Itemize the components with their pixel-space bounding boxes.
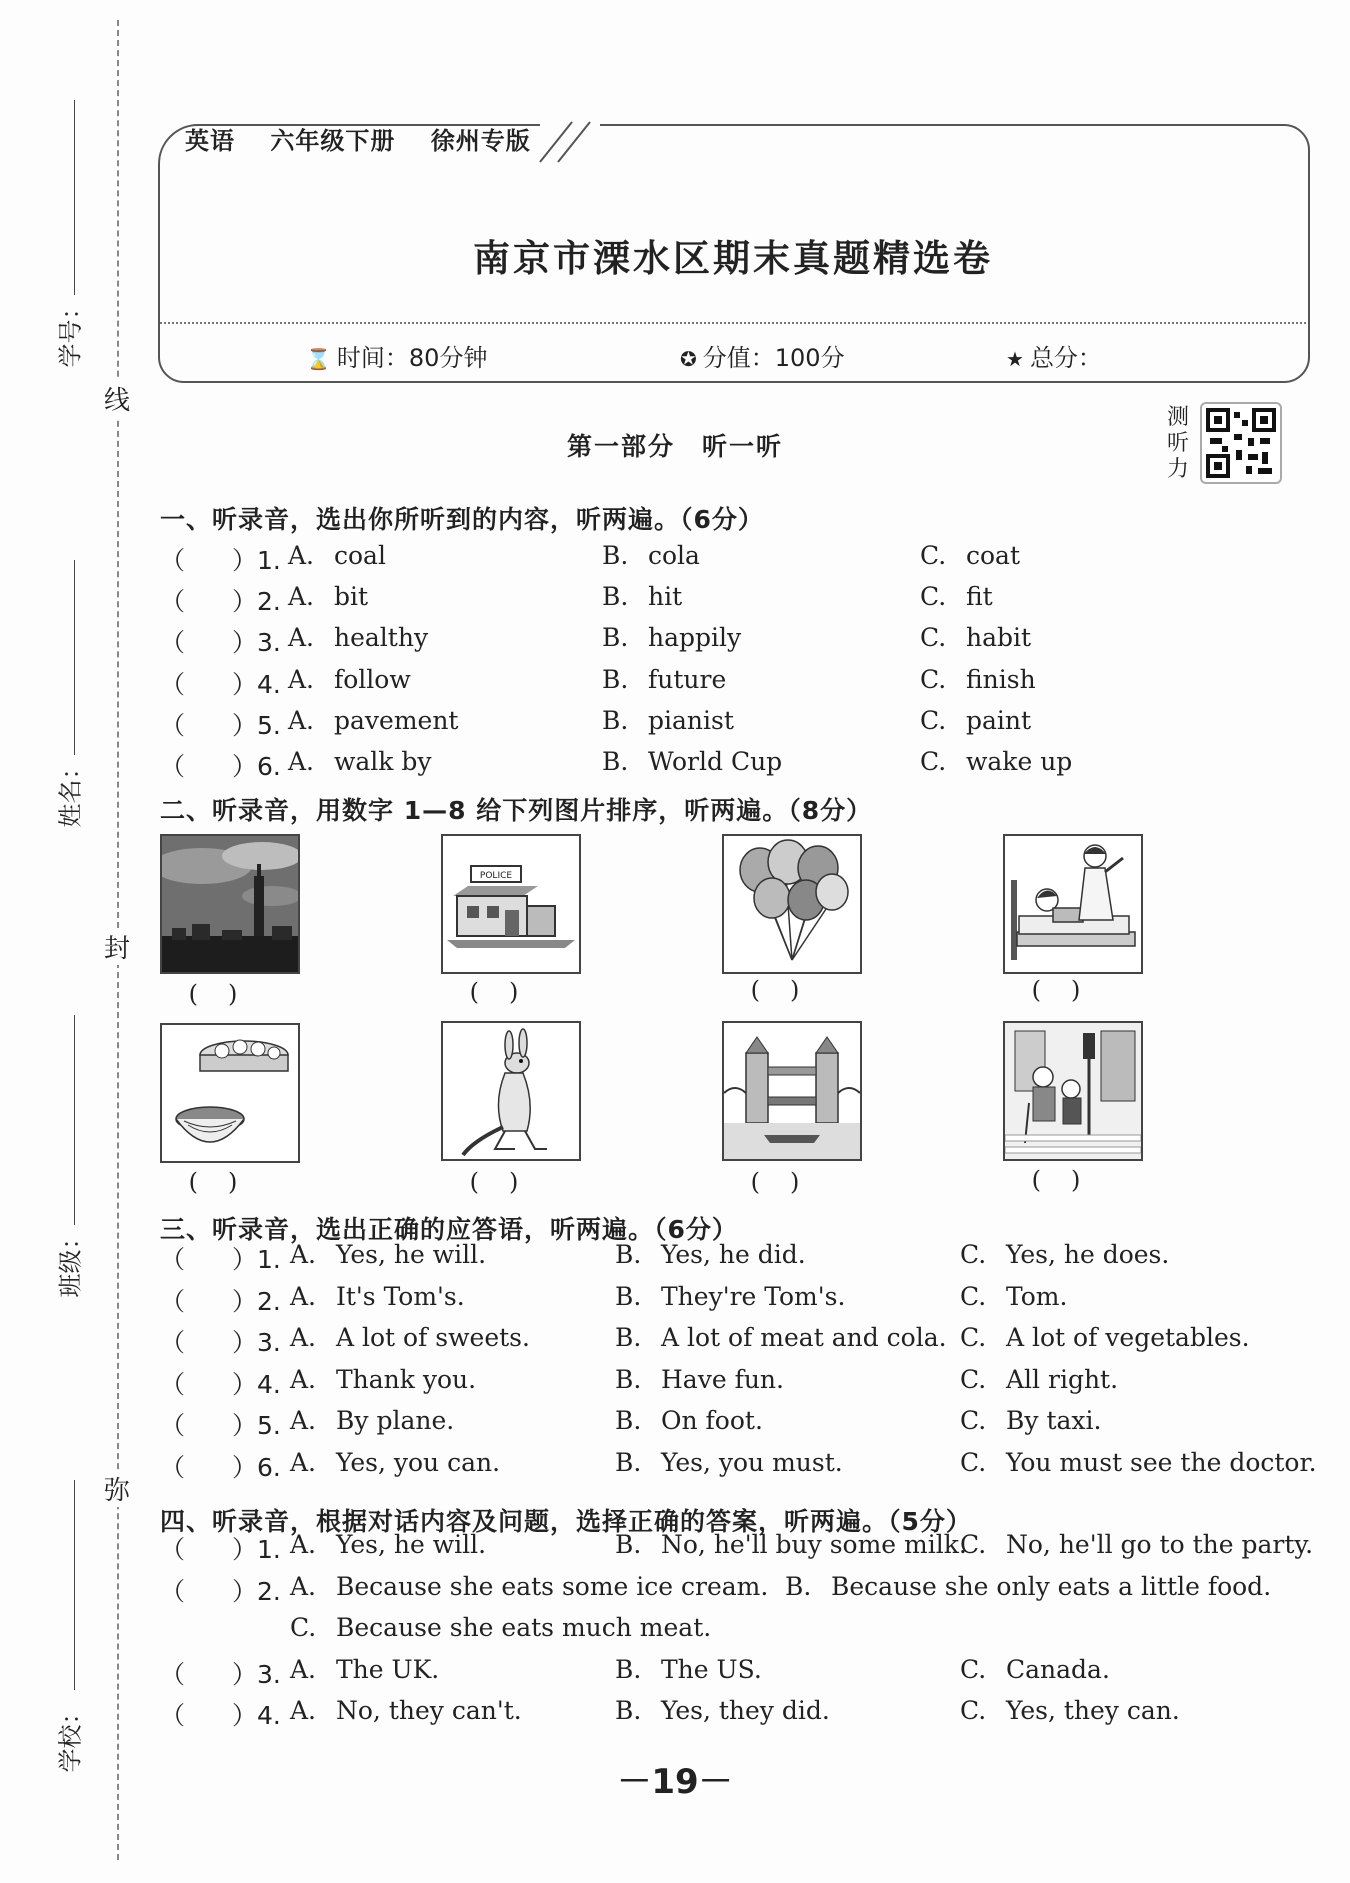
question-row	[160, 706, 1310, 746]
police-sign: POLICE	[479, 871, 513, 881]
option-a[interactable]: A. Because she eats some ice cream.	[290, 1572, 769, 1601]
question-row	[160, 665, 1310, 705]
option-a[interactable]: A. No, they can't.	[290, 1696, 522, 1725]
binding-char-feng: 封	[101, 928, 133, 965]
question-number: ）6.	[232, 1452, 281, 1482]
option-b[interactable]: B. A lot of meat and cola.	[615, 1323, 947, 1352]
option-c[interactable]: C. No, he'll go to the party.	[960, 1530, 1314, 1559]
section-two-title: 二、听录音，用数字 1—8 给下列图片排序，听两遍。（8分）	[160, 796, 873, 825]
question-row	[160, 1240, 1310, 1280]
option-a[interactable]: A. pavement	[288, 705, 459, 735]
question-number: ）4.	[232, 669, 281, 699]
question-row	[160, 582, 1310, 622]
option-a[interactable]: A. Thank you.	[290, 1364, 477, 1394]
option-c[interactable]: C. You must see the doctor.	[960, 1447, 1317, 1477]
crossing-road-image	[1005, 1023, 1141, 1159]
binding-char-mi: 弥	[101, 1470, 133, 1507]
binding-char-xian: 线	[101, 380, 133, 417]
question-number: ）2.	[232, 587, 281, 617]
tower-bridge-image	[724, 1023, 860, 1159]
option-c[interactable]: C. paint	[920, 705, 1032, 735]
answer-bracket[interactable]: （	[160, 1535, 186, 1564]
option-c[interactable]: C. Yes, he does.	[960, 1240, 1170, 1269]
option-a[interactable]: A. By plane.	[290, 1406, 455, 1435]
option-b[interactable]: B. happily	[602, 623, 742, 653]
answer-blank-7[interactable]: ()	[750, 1168, 830, 1196]
option-c[interactable]: C. Yes, they can.	[960, 1696, 1180, 1725]
sick-boy-image	[1005, 836, 1141, 972]
option-b[interactable]: B. Have fun.	[615, 1364, 784, 1394]
header-divider	[160, 322, 1306, 324]
option-c[interactable]: C. By taxi.	[960, 1406, 1102, 1435]
option-c[interactable]: C. A lot of vegetables.	[960, 1323, 1250, 1352]
picture-dumplings-noodles	[160, 1023, 300, 1163]
option-b[interactable]: B. The US.	[615, 1655, 762, 1684]
answer-bracket[interactable]: （	[160, 669, 186, 699]
option-b[interactable]: B. pianist	[602, 705, 734, 735]
answer-blank-3[interactable]: ()	[750, 976, 830, 1004]
answer-bracket[interactable]: （	[160, 1245, 186, 1274]
answer-blank-4[interactable]: ()	[1031, 976, 1111, 1004]
answer-bracket[interactable]: （	[160, 1286, 186, 1316]
answer-bracket[interactable]: （	[160, 1411, 186, 1440]
option-b[interactable]: B. future	[602, 664, 727, 694]
picture-boy-helping-old-man	[1003, 1021, 1143, 1161]
option-a[interactable]: A. The UK.	[290, 1655, 440, 1684]
hourglass-icon: ⌛	[306, 347, 331, 371]
question-number: ）3.	[232, 1660, 281, 1689]
answer-blank-6[interactable]: ()	[469, 1168, 549, 1196]
section-four-title: 四、听录音，根据对话内容及问题，选择正确的答案，听两遍。（5分）	[160, 1507, 972, 1536]
question-number: ）5.	[232, 710, 281, 740]
question-number: ）4.	[232, 1701, 281, 1730]
question-number: ）3.	[232, 628, 281, 658]
question-number: ）1.	[232, 546, 281, 575]
option-a[interactable]: A. Yes, he will.	[290, 1240, 487, 1269]
time-info: ⌛ 时间：80分钟	[306, 344, 488, 372]
option-c[interactable]: C. coat	[920, 541, 1021, 570]
option-c[interactable]: C. fit	[920, 582, 993, 612]
answer-bracket[interactable]: （	[160, 587, 186, 617]
subject-label: 英语	[185, 127, 235, 155]
answer-blank-8[interactable]: ()	[1031, 1166, 1111, 1194]
student-id-label: 学号：	[56, 295, 85, 368]
section-three-title: 三、听录音，选出正确的应答语，听两遍。（6分）	[160, 1215, 738, 1244]
option-b[interactable]: B. Because she only eats a little food.	[785, 1572, 1272, 1601]
option-a[interactable]: A. It's Tom's.	[290, 1281, 465, 1311]
school-label: 学校：	[56, 1700, 85, 1773]
answer-bracket[interactable]: （	[160, 1577, 186, 1606]
food-image	[162, 1025, 298, 1161]
answer-bracket[interactable]: （	[160, 628, 186, 658]
answer-bracket[interactable]: （	[160, 1660, 186, 1689]
option-c[interactable]: C. Because she eats much meat.	[290, 1613, 712, 1642]
page-number: －19－	[617, 1762, 733, 1802]
answer-bracket[interactable]: （	[160, 752, 186, 781]
question-number: ）1.	[232, 1245, 281, 1274]
answer-blank-2[interactable]: ()	[469, 978, 549, 1006]
score-info: ✪ 分值：100分	[680, 344, 845, 372]
name-field[interactable]	[74, 560, 75, 755]
edition-label: 徐州专版	[430, 127, 531, 155]
grade-label: 六年级下册	[270, 127, 396, 155]
question-row	[160, 1323, 1310, 1363]
question-row	[160, 1447, 1317, 1488]
option-c[interactable]: C. All right.	[960, 1364, 1119, 1394]
answer-blank-1[interactable]: ()	[188, 980, 268, 1008]
question-row	[160, 1655, 1310, 1695]
answer-blank-5[interactable]: ()	[188, 1168, 268, 1196]
class-field[interactable]	[74, 1015, 75, 1225]
picture-city-skyline	[160, 834, 300, 974]
option-c[interactable]: C. Tom.	[960, 1281, 1068, 1311]
option-b[interactable]: B. On foot.	[615, 1406, 763, 1435]
name-label: 姓名：	[56, 755, 85, 828]
book-info	[185, 121, 557, 156]
qr-label: 测听力	[1167, 405, 1190, 482]
answer-bracket[interactable]: （	[160, 1369, 186, 1399]
class-label: 班级：	[56, 1225, 85, 1298]
option-a[interactable]: A. Yes, you can.	[290, 1447, 501, 1477]
option-c[interactable]: C. habit	[920, 623, 1032, 653]
question-number: ）2.	[232, 1577, 281, 1606]
question-number: ）2.	[232, 1286, 281, 1316]
question-number: ）1.	[232, 1535, 281, 1564]
option-a[interactable]: A. bit	[288, 582, 369, 612]
option-b[interactable]: B. hit	[602, 582, 683, 612]
option-a[interactable]: A. follow	[288, 664, 411, 694]
question-row	[160, 1365, 1310, 1405]
answer-bracket[interactable]: （	[160, 1701, 186, 1730]
option-b[interactable]: B. Yes, you must.	[615, 1447, 843, 1477]
total-info: ★ 总分：	[1006, 344, 1102, 372]
picture-balloons	[722, 834, 862, 974]
question-row-continued	[160, 1613, 1310, 1653]
option-b[interactable]: B. cola	[602, 541, 700, 570]
picture-kangaroo	[441, 1021, 581, 1161]
option-c[interactable]: C. wake up	[920, 747, 1073, 776]
answer-bracket[interactable]: （	[160, 546, 186, 575]
star-icon: ★	[1006, 347, 1024, 371]
balloons-image	[724, 836, 860, 972]
option-c[interactable]: C. Canada.	[960, 1655, 1110, 1684]
school-field[interactable]	[74, 1480, 75, 1690]
city-skyline-image	[162, 836, 298, 972]
answer-bracket[interactable]: （	[160, 1328, 186, 1357]
option-b[interactable]: B. Yes, he did.	[615, 1240, 806, 1269]
answer-bracket[interactable]: （	[160, 1452, 186, 1482]
question-row	[160, 1572, 1310, 1612]
question-row	[160, 623, 1310, 663]
question-row	[160, 1406, 1310, 1446]
option-b[interactable]: B. No, he'll buy some milk.	[615, 1530, 967, 1559]
option-b[interactable]: B. World Cup	[602, 747, 783, 776]
option-a[interactable]: A. coal	[288, 541, 386, 570]
option-b[interactable]: B. Yes, they did.	[615, 1696, 830, 1725]
option-c[interactable]: C. finish	[920, 664, 1036, 694]
question-row	[160, 1696, 1310, 1736]
question-number: ）4.	[232, 1369, 281, 1399]
picture-sick-boy-bed	[1003, 834, 1143, 974]
question-row	[160, 541, 1310, 581]
question-row	[160, 1282, 1310, 1322]
option-a[interactable]: A. Yes, he will.	[290, 1530, 487, 1559]
question-row	[160, 747, 1310, 787]
picture-police-station	[441, 834, 581, 974]
student-id-field[interactable]	[74, 100, 75, 295]
qr-code[interactable]	[1200, 402, 1282, 484]
medal-icon: ✪	[680, 347, 697, 371]
option-a[interactable]: A. healthy	[288, 623, 429, 653]
picture-tower-bridge	[722, 1021, 862, 1161]
option-a[interactable]: A. A lot of sweets.	[290, 1323, 530, 1352]
section-one-title: 一、听录音，选出你所听到的内容，听两遍。（6分）	[160, 505, 764, 534]
question-number: ）5.	[232, 1411, 281, 1440]
police-station-image	[443, 836, 579, 972]
option-a[interactable]: A. walk by	[288, 747, 432, 776]
kangaroo-image	[443, 1023, 579, 1159]
option-b[interactable]: B. They're Tom's.	[615, 1281, 846, 1311]
question-number: ）6.	[232, 752, 281, 781]
question-number: ）3.	[232, 1328, 281, 1357]
exam-title: 南京市溧水区期末真题精选卷	[473, 236, 993, 280]
part-one-title: 第一部分 听一听	[566, 432, 783, 461]
answer-bracket[interactable]: （	[160, 710, 186, 740]
question-row	[160, 1530, 1314, 1570]
qr-code-icon	[1202, 404, 1280, 482]
